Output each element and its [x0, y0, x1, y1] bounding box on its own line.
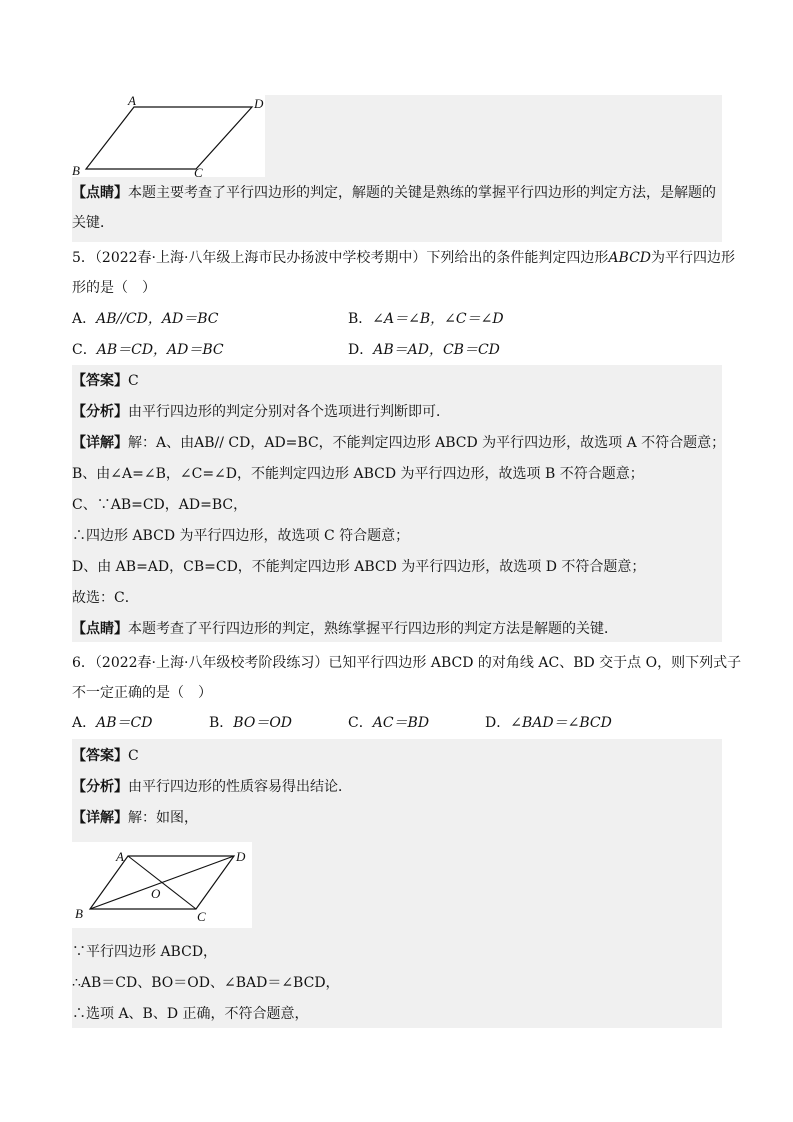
vertex-label-a: A	[116, 849, 124, 864]
q6-solution-line1: ∵平行四边形 ABCD，	[72, 944, 218, 960]
q5-detail-line4: ∴四边形 ABCD 为平行四边形，故选项 C 符合题意；	[72, 528, 410, 544]
q5-option-d: D．AB＝AD，CB＝CD	[348, 342, 500, 358]
q6-option-c: C．AC＝BD	[348, 715, 430, 731]
q4-comment-line2: 关键．	[72, 215, 114, 231]
parallelogram-diagonals-figure	[72, 842, 252, 928]
q6-answer: 【答案】C	[72, 748, 139, 764]
answer-tag: 【答案】	[72, 748, 128, 764]
vertex-label-c: C	[197, 909, 206, 924]
q6-stem-line1: 6．（2022春·上海·八年级校考阶段练习）已知平行四边形 ABCD 的对角线 AC、BD 交于点 O，则下列式子	[72, 655, 742, 671]
q6-option-d: D．∠BAD＝∠BCD	[485, 715, 612, 731]
detail-tag: 【详解】	[72, 810, 128, 826]
q5-option-a: A．AB//CD，AD＝BC	[72, 311, 219, 327]
q6-stem-line2: 不一定正确的是（ ）	[72, 685, 212, 701]
q5-comment: 【点睛】本题考查了平行四边形的判定，熟练掌握平行四边形的判定方法是解题的关键．	[72, 621, 618, 637]
vertex-label-d: D	[236, 849, 246, 864]
center-label-o: O	[151, 886, 161, 901]
q6-solution-line3: ∴选项 A、B、D 正确，不符合题意，	[72, 1006, 309, 1022]
answer-tag: 【答案】	[72, 373, 128, 389]
vertex-label-b: B	[72, 163, 80, 177]
q6-detail-line1: 【详解】解：如图，	[72, 810, 198, 826]
q6-option-b: B．BO＝OD	[209, 715, 293, 731]
detail-tag: 【详解】	[72, 435, 128, 451]
q5-detail-line2: B、由∠A=∠B，∠C=∠D，不能判定四边形 ABCD 为平行四边形，故选项 B 不符合题意；	[72, 466, 644, 482]
q5-analysis: 【分析】由平行四边形的判定分别对各个选项进行判断即可．	[72, 404, 450, 420]
q5-option-c: C．AB＝CD，AD＝BC	[72, 342, 224, 358]
vertex-label-b: B	[75, 906, 83, 921]
q5-stem-line1: 5．（2022春·上海·八年级上海市民办扬波中学校考期中）下列给出的条件能判定四边形ABCD为平行四边形	[72, 250, 736, 266]
parallelogram-figure	[72, 95, 265, 177]
q5-detail-line1: 【详解】解：A、由AB// CD，AD=BC，不能判定四边形 ABCD 为平行四边形，故选项 A 不符合题意；	[72, 435, 726, 451]
comment-tag: 【点睛】	[72, 185, 128, 201]
q6-analysis: 【分析】由平行四边形的性质容易得出结论．	[72, 779, 352, 795]
q5-detail-line3: C、∵AB=CD，AD=BC，	[72, 497, 248, 513]
q6-option-a: A．AB＝CD	[72, 715, 153, 731]
comment-tag: 【点睛】	[72, 621, 128, 637]
q5-detail-line5: D、由 AB=AD，CB=CD，不能判定四边形 ABCD 为平行四边形，故选项 D 不符合题意；	[72, 559, 646, 575]
q5-stem-line2: 形的是（ ）	[72, 280, 156, 296]
analysis-tag: 【分析】	[72, 779, 128, 795]
vertex-label-d: D	[254, 96, 264, 111]
q6-solution-line2: ∴AB＝CD、BO＝OD、∠BAD＝∠BCD，	[72, 975, 340, 991]
q5-answer: 【答案】C	[72, 373, 139, 389]
vertex-label-c: C	[194, 165, 203, 177]
q5-option-b: B．∠A＝∠B，∠C＝∠D	[348, 311, 504, 327]
q5-detail-line6: 故选：C．	[72, 590, 139, 606]
q4-comment-line1: 【点睛】本题主要考查了平行四边形的判定，解题的关键是熟练的掌握平行四边形的判定方法，是解题的	[72, 185, 716, 201]
analysis-tag: 【分析】	[72, 404, 128, 420]
vertex-label-a: A	[128, 95, 136, 108]
